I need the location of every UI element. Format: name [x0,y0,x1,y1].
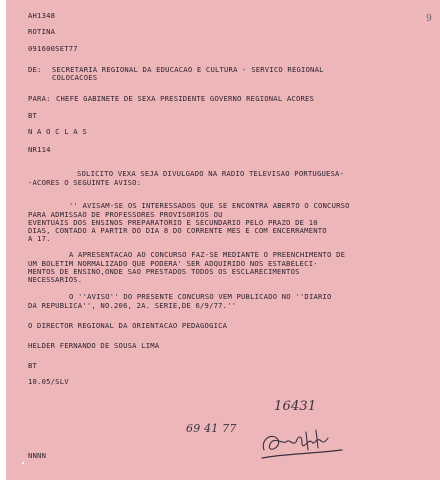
message-reference: AH1348 [28,11,56,20]
signatory-name: HELDER FERNANDO DE SOUSA LIMA [28,341,160,350]
break-marker-1: BT [28,111,38,120]
body-paragraph-3-line-3: MENTOS DE ENSINO,ONDE SAO PRESTADOS TODOS OS ESCLARECIMENTOS [28,267,300,276]
body-paragraph-2-line-1: '' AVISAM-SE OS INTERESSADOS QUE SE ENCONTRA ABERTO O CONCURSO [69,201,350,210]
handwritten-page-mark: 9 [426,14,432,24]
telegram-sheet [6,0,440,480]
from-text-line-1: SECRETARIA REGIONAL DA EDUCACAO E CULTURA - SERVICO REGIONAL [52,65,324,74]
to-label: PARA: [28,94,51,103]
handwritten-date: 69 41 77 [186,422,237,435]
break-marker-2: BT [28,361,38,370]
body-paragraph-3-line-1: A APRESENTACAO AO CONCURSO FAZ-SE MEDIANTE O PREENCHIMENTO DE [69,250,346,259]
body-paragraph-2-line-4: DIAS, CONTADO A PARTIR DO DIA 8 DO CORRENTE MES E COM ENCERRAMENTO [28,226,327,235]
body-paragraph-1-line-1: SOLICITO VEXA SEJA DIVULGADO NA RADIO TELEVISAO PORTUGUESA- [77,169,345,178]
body-paragraph-4-line-1: O ''AVISO'' DO PRESENTE CONCURSO VEM PUBLICADO NO ''DIARIO [69,292,332,301]
body-paragraph-2-line-5: A 17. [28,234,51,243]
body-paragraph-1-line-2: -ACORES O SEGUINTE AVISO: [28,178,142,187]
message-number: NR114 [28,145,51,154]
time-code: 10.05/SLV [28,377,69,386]
handwritten-number: 16431 [274,399,317,414]
handwritten-signature [258,424,348,466]
body-paragraph-3-line-4: NECESSARIOS. [28,275,83,284]
body-paragraph-4-line-2: DA REPUBLICA'', NO.206, 2A. SERIE,DE 6/9/77.'' [28,301,237,310]
from-text-line-2: COLOCACOES [52,73,98,82]
classification: N A O C L A S [28,127,87,136]
from-label: DE: [28,65,42,74]
message-type: ROTINA [28,27,56,36]
body-paragraph-2-line-2: PARA ADMISSAO DE PROFESSORES PROVISORIOS OU [28,210,223,219]
body-paragraph-3-line-2: UM BOLETIM NORMALIZADO QUE PODERA' SER ADQUIRIDO NOS ESTABELECI- [28,259,318,268]
date-time-group: 091600SET77 [28,44,78,53]
body-paragraph-2-line-3: EVENTUAIS DOS ENSINOS PREPARATORIO E SECUNDARIO PELO PRAZO DE 10 [28,218,318,227]
to-text: CHEFE GABINETE DE SEXA PRESIDENTE GOVERNO REGIONAL ACORES [56,94,315,103]
signatory-title: O DIRECTOR REGIONAL DA ORIENTACAO PEDAGOGICA [28,321,228,330]
end-of-message-mark: NNNN [28,451,47,460]
paper-speck [22,462,24,464]
